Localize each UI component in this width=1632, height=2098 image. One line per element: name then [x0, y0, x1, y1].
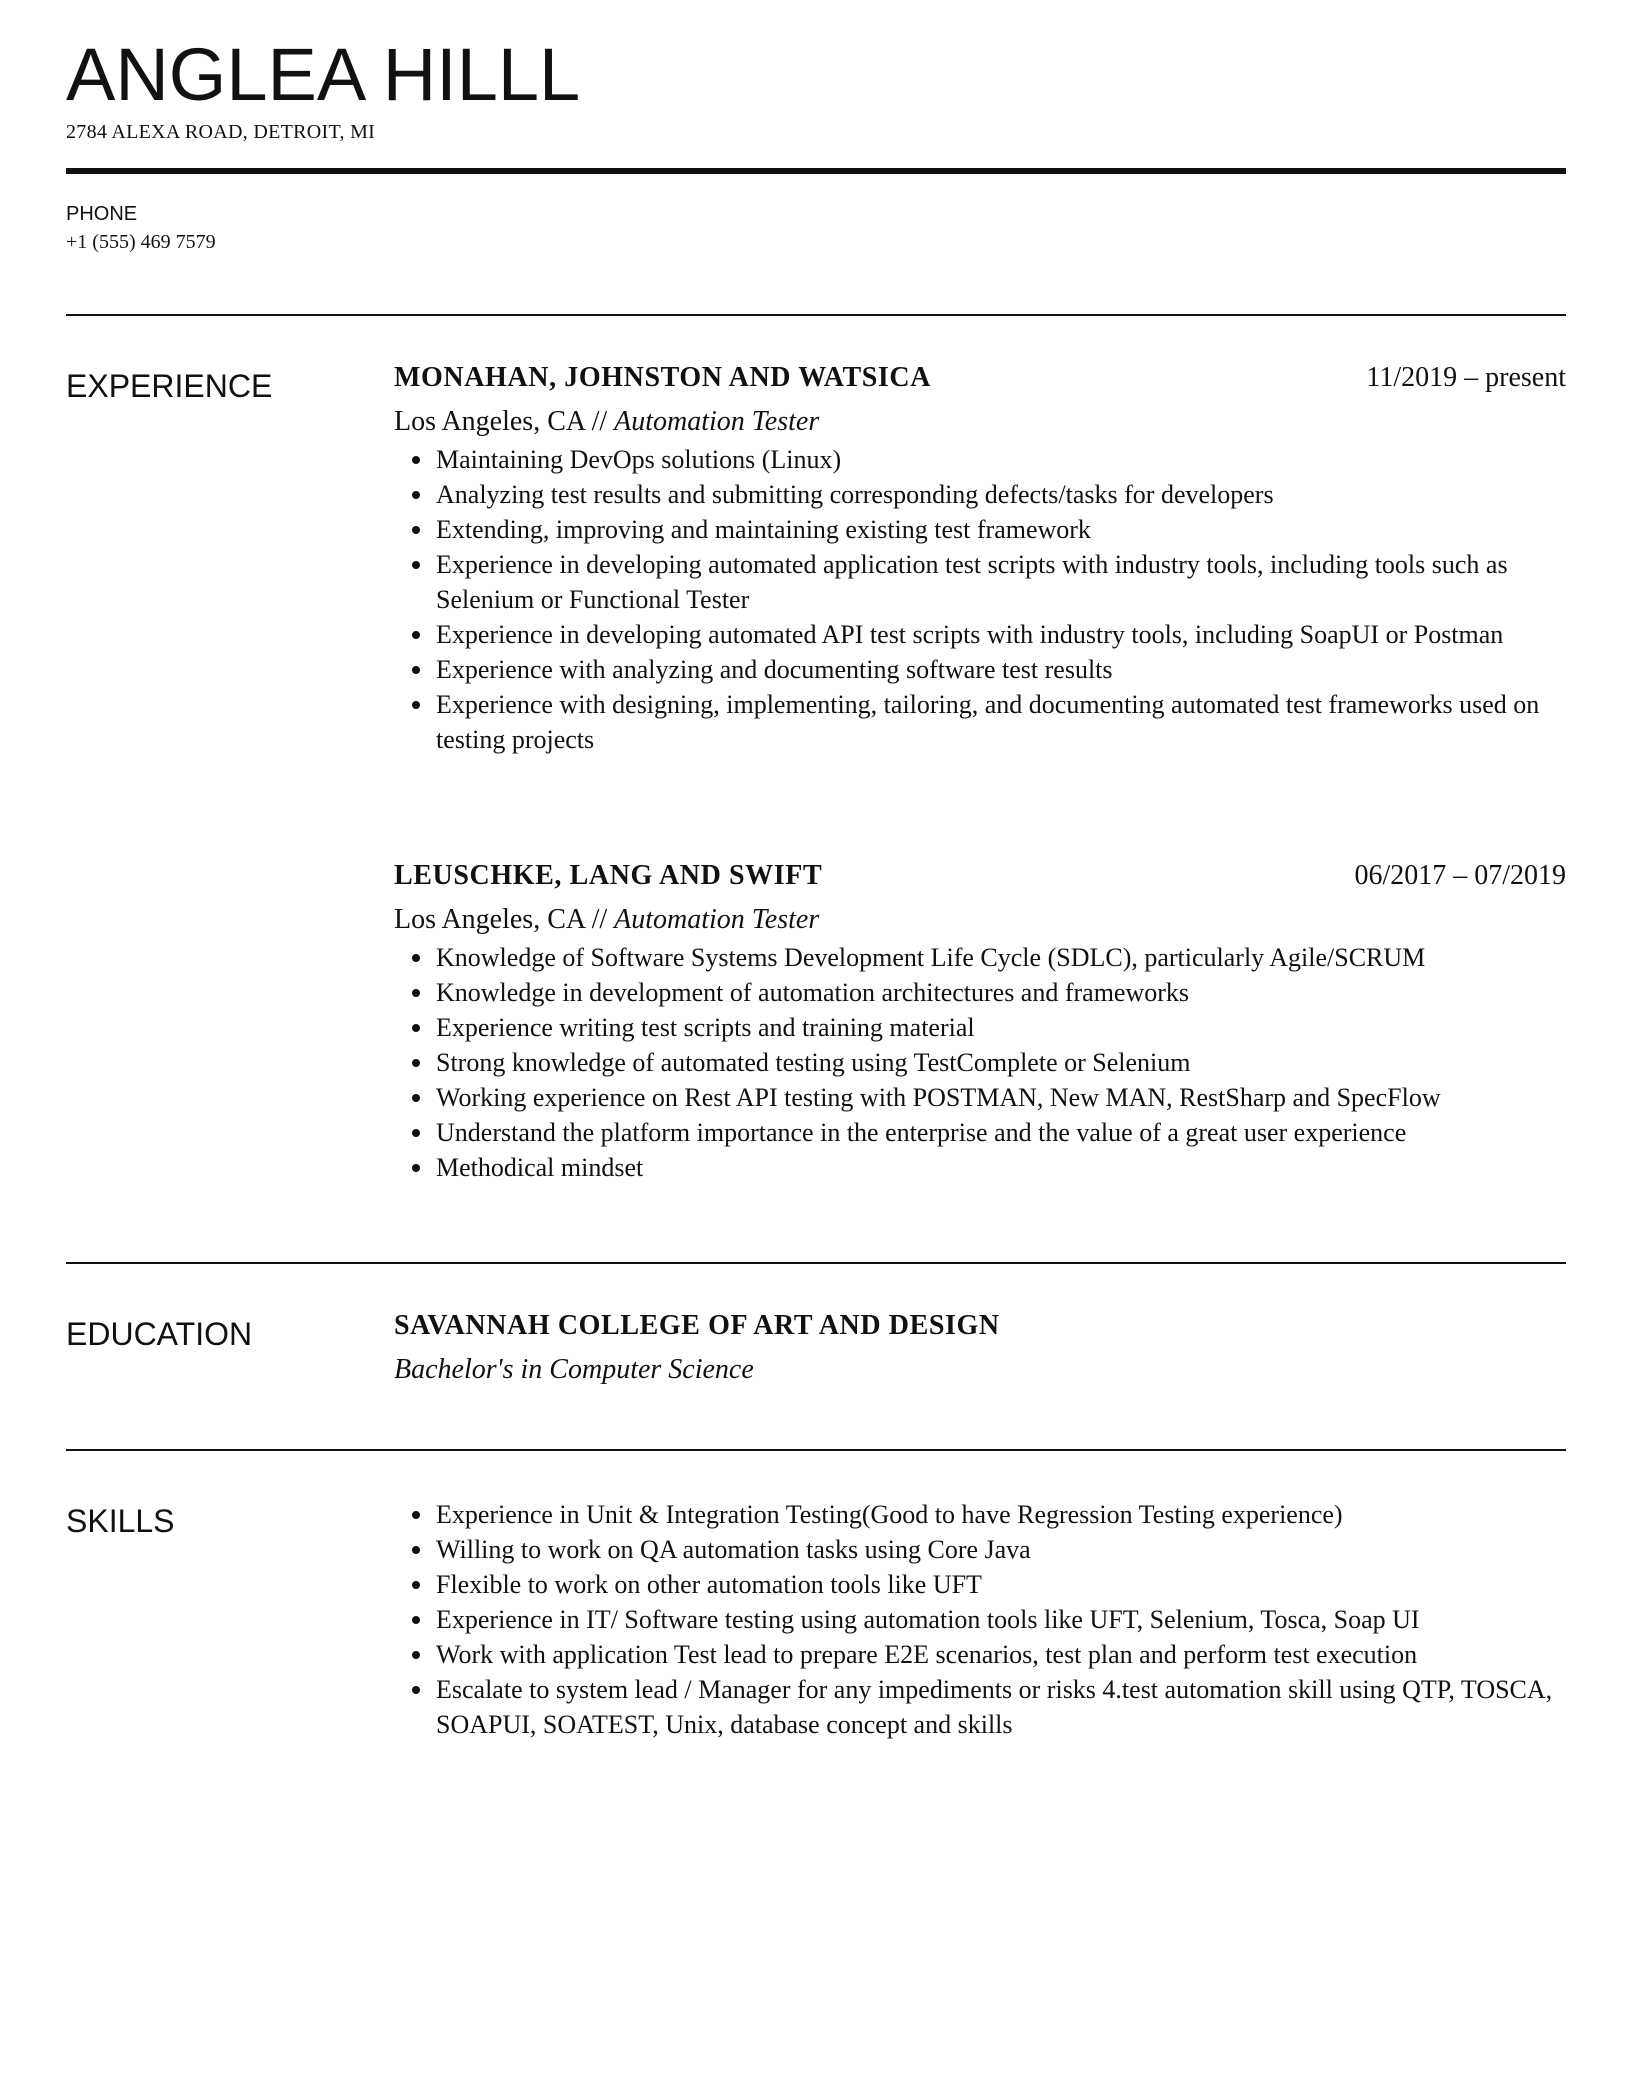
list-item: Knowledge in development of automation architectures and frameworks [394, 975, 1566, 1010]
job-location-role [394, 402, 1566, 442]
list-item: Understand the platform importance in the enterprise and the value of a great user experience [394, 1115, 1566, 1150]
education-entry [394, 1310, 1566, 1390]
job-separator: // [584, 406, 615, 437]
job-dates: 06/2017 – 07/2019 [1354, 860, 1566, 891]
job-header [394, 362, 1566, 402]
list-item: Strong knowledge of automated testing using TestComplete or Selenium [394, 1045, 1566, 1080]
skills-section-title: SKILLS [66, 1503, 175, 1539]
section-divider [66, 1262, 1566, 1264]
job-company: MONAHAN, JOHNSTON AND WATSICA [394, 362, 932, 393]
list-item: Experience in Unit & Integration Testing(Good to have Regression Testing experience) [394, 1497, 1566, 1532]
list-item: Extending, improving and maintaining existing test framework [394, 512, 1566, 547]
job-bullets [394, 442, 1566, 757]
skills-list [394, 1497, 1566, 1742]
job-role: Automation Tester [614, 406, 820, 437]
job-location-role [394, 900, 1566, 940]
job-header [394, 860, 1566, 900]
phone-value: +1 (555) 469 7579 [66, 231, 216, 253]
job-entry [394, 860, 1566, 1185]
section-divider [66, 314, 1566, 316]
phone-label: PHONE [66, 203, 138, 225]
list-item: Work with application Test lead to prepare E2E scenarios, test plan and perform test execution [394, 1637, 1566, 1672]
list-item: Experience in IT/ Software testing using automation tools like UFT, Selenium, Tosca, Soap UI [394, 1602, 1566, 1637]
list-item: Escalate to system lead / Manager for any impediments or risks 4.test automation skill using QTP, TOSCA, SOAPUI, SOATEST, Unix, database concept and skills [394, 1672, 1566, 1742]
candidate-address: 2784 ALEXA ROAD, DETROIT, MI [66, 121, 376, 143]
candidate-name: ANGLEA HILLL [66, 33, 581, 116]
degree: Bachelor's in Computer Science [394, 1354, 754, 1385]
list-item: Flexible to work on other automation tools like UFT [394, 1567, 1566, 1602]
list-item: Experience in developing automated application test scripts with industry tools, including tools such as Selenium or Functional Tester [394, 547, 1566, 617]
job-location: Los Angeles, CA [394, 904, 585, 935]
list-item: Knowledge of Software Systems Development Life Cycle (SDLC), particularly Agile/SCRUM [394, 940, 1566, 975]
list-item: Maintaining DevOps solutions (Linux) [394, 442, 1566, 477]
experience-section-title: EXPERIENCE [66, 368, 273, 404]
job-bullets [394, 940, 1566, 1185]
job-entry [394, 362, 1566, 757]
education-section-title: EDUCATION [66, 1316, 253, 1352]
list-item: Experience writing test scripts and training material [394, 1010, 1566, 1045]
job-location: Los Angeles, CA [394, 406, 585, 437]
job-dates: 11/2019 – present [1366, 362, 1566, 393]
list-item: Experience with analyzing and documenting software test results [394, 652, 1566, 687]
job-separator: // [584, 904, 615, 935]
school-name: SAVANNAH COLLEGE OF ART AND DESIGN [394, 1310, 1000, 1341]
education-header [394, 1310, 1566, 1350]
list-item: Experience with designing, implementing, tailoring, and documenting automated test frameworks used on testing projects [394, 687, 1566, 757]
list-item: Methodical mindset [394, 1150, 1566, 1185]
job-role: Automation Tester [614, 904, 820, 935]
list-item: Analyzing test results and submitting corresponding defects/tasks for developers [394, 477, 1566, 512]
list-item: Working experience on Rest API testing with POSTMAN, New MAN, RestSharp and SpecFlow [394, 1080, 1566, 1115]
list-item: Experience in developing automated API test scripts with industry tools, including SoapUI or Postman [394, 617, 1566, 652]
skills-entry [394, 1497, 1566, 1742]
header-divider [66, 168, 1566, 174]
list-item: Willing to work on QA automation tasks using Core Java [394, 1532, 1566, 1567]
section-divider [66, 1449, 1566, 1451]
job-company: LEUSCHKE, LANG AND SWIFT [394, 860, 823, 891]
